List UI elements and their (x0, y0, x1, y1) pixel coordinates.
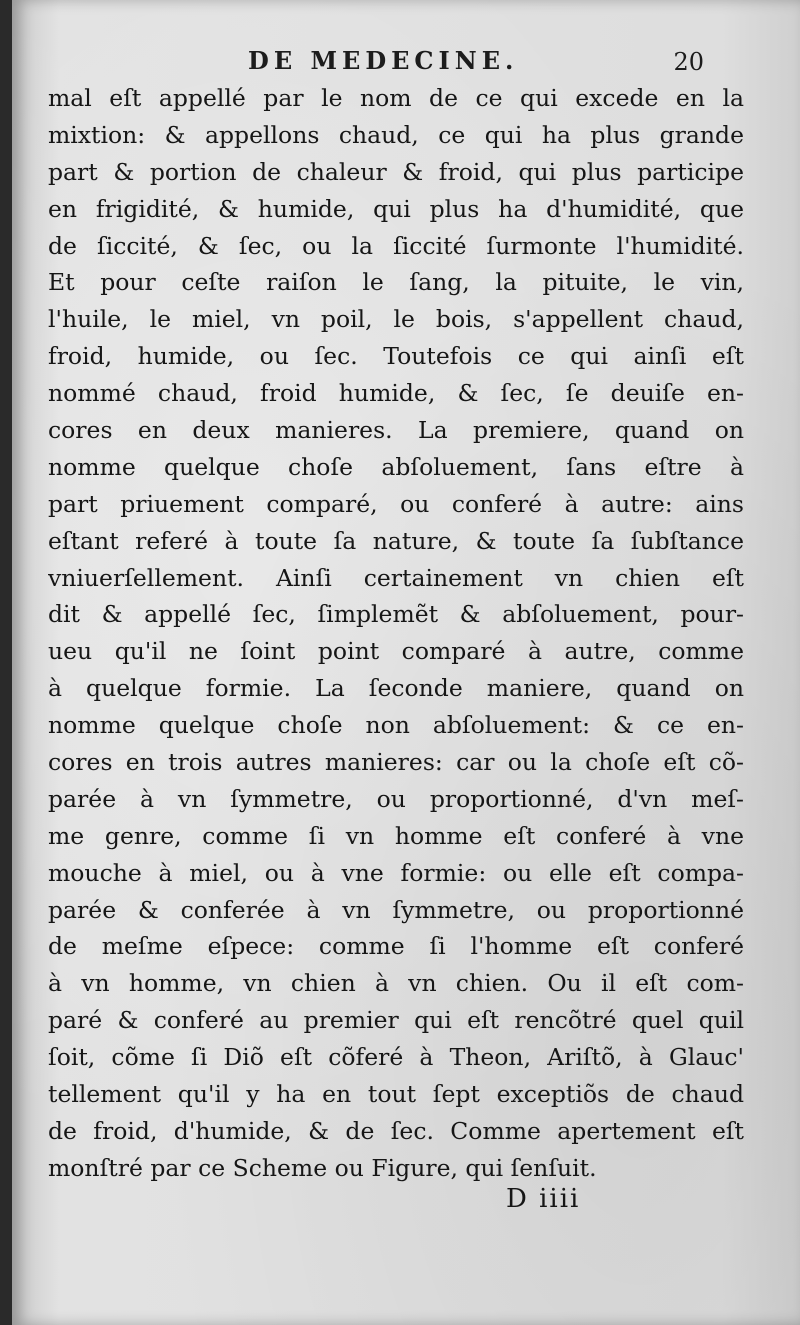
text-line: me genre, comme ſi vn homme eſt conferé à vne (48, 821, 744, 850)
text-line: à quelque formie. La ſeconde maniere, quand on (48, 674, 744, 703)
book-page (12, 0, 800, 1325)
text-line: cores en deux manieres. La premiere, quand on (48, 416, 744, 445)
text-line: de meſme eſpece: comme ſi l'homme eſt conferé (48, 932, 744, 961)
text-line: mouche à miel, ou à vne formie: ou elle eſt compa- (48, 858, 744, 887)
text-line: Et pour ceſte raiſon le ſang, la pituite, le vin, (48, 268, 744, 297)
text-line: nomme quelque choſe abſoluement, ſans eſtre à (48, 452, 744, 481)
running-title: DE MEDECINE. (248, 46, 519, 75)
text-line: mal eſt appellé par le nom de ce qui excede en la (48, 84, 744, 112)
text-line: de froid, d'humide, & de ſec. Comme apertement eſt (48, 1116, 744, 1145)
text-line: part priuement comparé, ou conferé à autre: ains (48, 489, 744, 518)
page-header (12, 44, 800, 84)
text-line: ſoit, cõme ſi Diõ eſt cõferé à Theon, Ariſtõ, à Glauc' (48, 1043, 744, 1072)
text-line: paré & conferé au premier qui eſt rencõtré quel quil (48, 1006, 744, 1035)
text-line: nomme quelque choſe non abſoluement: & ce en- (48, 711, 744, 740)
text-line: de ſiccité, & ſec, ou la ſiccité ſurmonte l'humidité. (48, 231, 744, 260)
text-line: tellement qu'il y ha en tout ſept exceptiõs de chaud (48, 1080, 744, 1109)
text-line: vniuerſellement. Ainſi certainement vn chien eſt (48, 563, 744, 592)
text-line: ueu qu'il ne ſoint point comparé à autre, comme (48, 637, 744, 666)
text-line: parée & conferée à vn ſymmetre, ou proportionné (48, 895, 744, 924)
body-text (48, 80, 744, 1187)
text-line: dit & appellé ſec, ſimplemẽt & abſoluement, pour- (48, 600, 744, 629)
signature-mark: D iiii (506, 1184, 581, 1214)
text-line: eſtant referé à toute ſa nature, & toute ſa ſubſtance (48, 526, 744, 555)
text-line: cores en trois autres manieres: car ou la choſe eſt cõ- (48, 748, 744, 777)
text-line: froid, humide, ou ſec. Toutefois ce qui ainſi eſt (48, 342, 744, 371)
page-number: 20 (673, 48, 704, 76)
text-line: à vn homme, vn chien à vn chien. Ou il eſt com- (48, 969, 744, 998)
text-line: part & portion de chaleur & froid, qui plus participe (48, 157, 744, 186)
text-line: nommé chaud, froid humide, & ſec, ſe deuiſe en- (48, 379, 744, 408)
text-line: l'huile, le miel, vn poil, le bois, s'appellent chaud, (48, 305, 744, 334)
text-line: en frigidité, & humide, qui plus ha d'humidité, que (48, 194, 744, 223)
text-line: mixtion: & appellons chaud, ce qui ha plus grande (48, 120, 744, 149)
text-line: monſtré par ce Scheme ou Figure, qui ſenſuit. (48, 1153, 597, 1182)
text-line: parée à vn ſymmetre, ou proportionné, d'vn meſ- (48, 784, 744, 813)
